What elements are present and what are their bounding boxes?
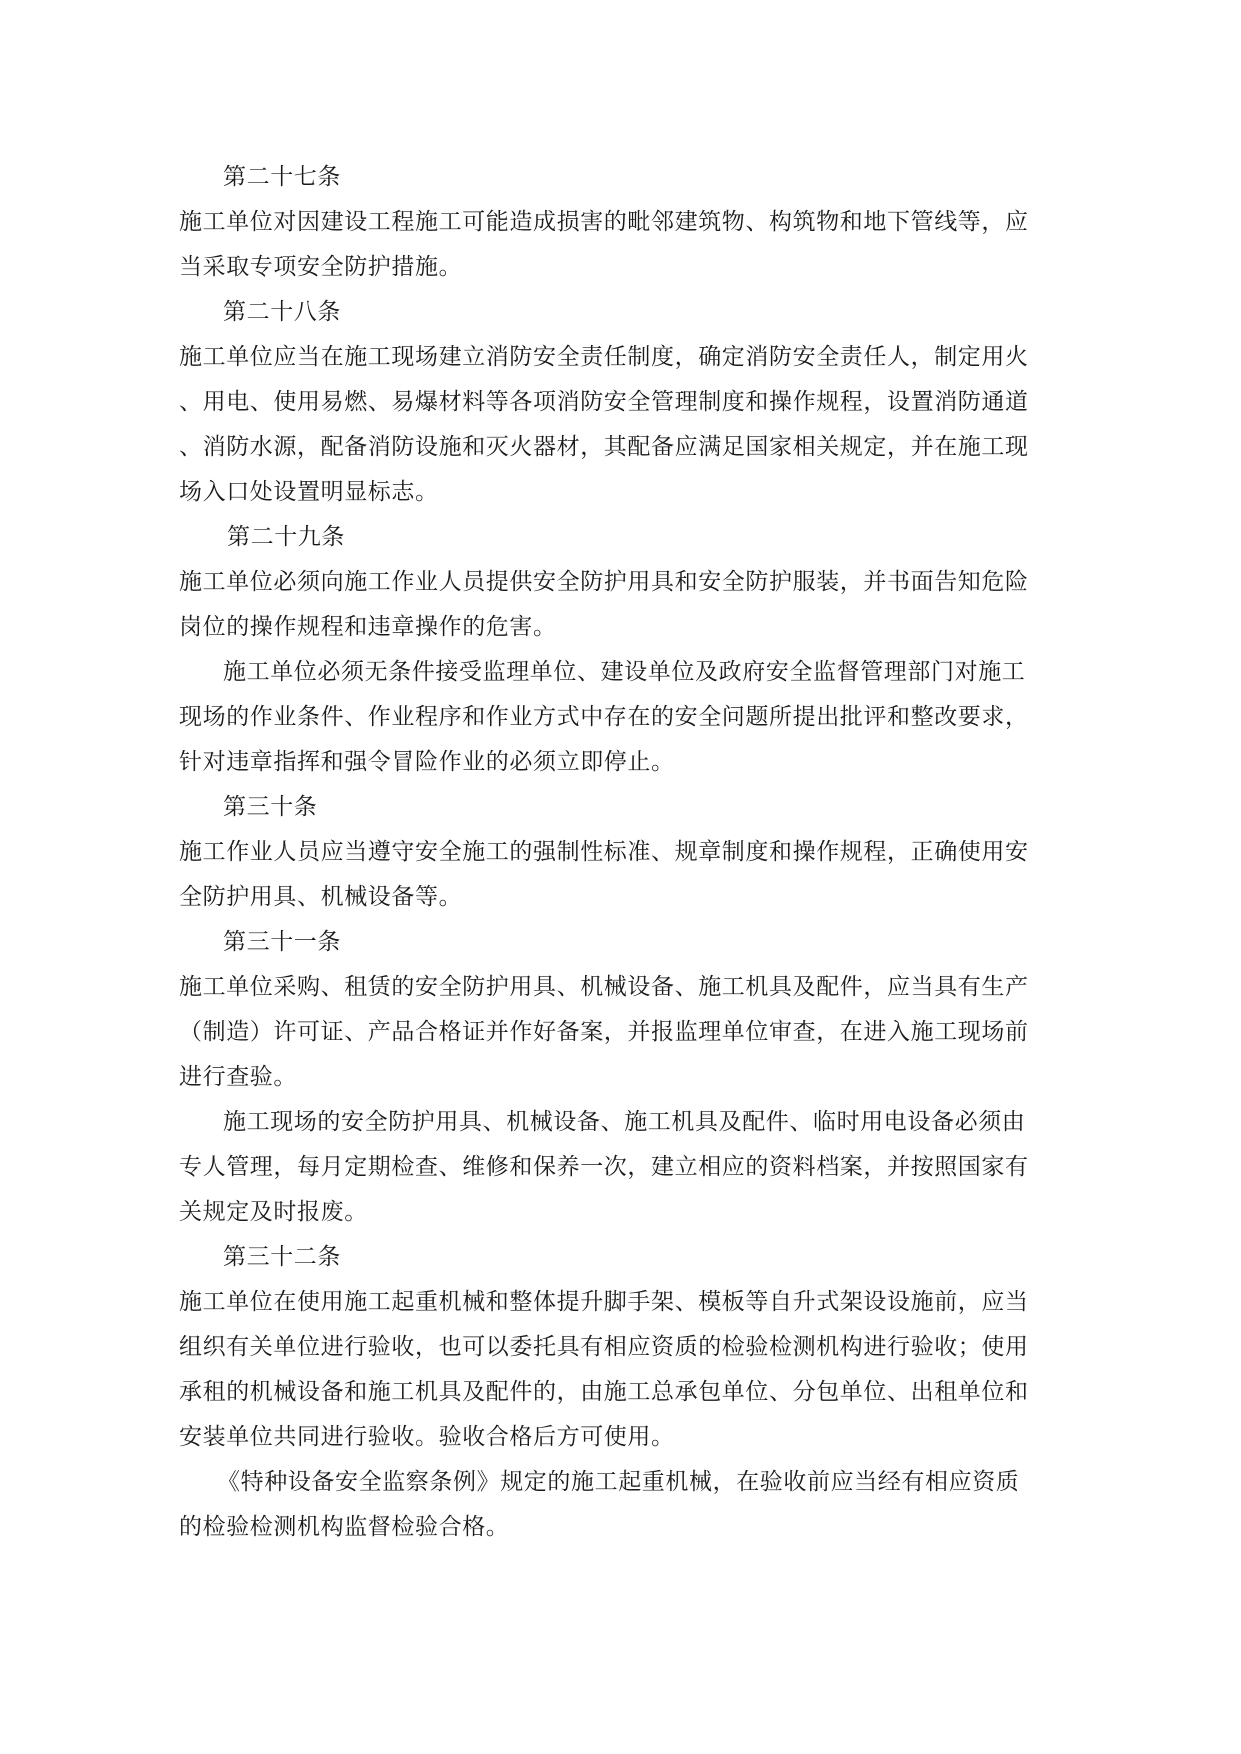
article-32-text-line: 组织有关单位进行验收，也可以委托具有相应资质的检验检测机构进行验收；使用 bbox=[179, 1334, 1029, 1360]
article-32-text-line: 安装单位共同进行验收。验收合格后方可使用。 bbox=[179, 1424, 675, 1450]
article-27-text-line: 当采取专项安全防护措施。 bbox=[179, 254, 463, 280]
article-29-paragraph-2-line: 现场的作业条件、作业程序和作业方式中存在的安全问题所提出批评和整改要求， bbox=[179, 704, 1029, 730]
article-31-heading: 第三十一条 bbox=[223, 929, 341, 955]
article-28-heading: 第二十八条 bbox=[223, 299, 341, 325]
article-28-text-line: 场入口处设置明显标志。 bbox=[179, 479, 439, 505]
article-30-text-line: 全防护用具、机械设备等。 bbox=[179, 884, 463, 910]
article-28-text-line: 、消防水源，配备消防设施和灭火器材，其配备应满足国家相关规定，并在施工现 bbox=[179, 434, 1029, 460]
article-29-paragraph-2-line: 施工单位必须无条件接受监理单位、建设单位及政府安全监督管理部门对施工 bbox=[223, 659, 1026, 685]
article-31-text-line: （制造）许可证、产品合格证并作好备案，并报监理单位审查，在进入施工现场前 bbox=[179, 1019, 1029, 1045]
article-31-text-line: 施工单位采购、租赁的安全防护用具、机械设备、施工机具及配件，应当具有生产 bbox=[179, 974, 1029, 1000]
article-27-text-line: 施工单位对因建设工程施工可能造成损害的毗邻建筑物、构筑物和地下管线等，应 bbox=[179, 209, 1029, 235]
article-32-text-line: 施工单位在使用施工起重机械和整体提升脚手架、模板等自升式架设设施前，应当 bbox=[179, 1289, 1029, 1315]
article-29-paragraph-2-line: 针对违章指挥和强令冒险作业的必须立即停止。 bbox=[179, 749, 675, 775]
article-29-text-line: 岗位的操作规程和违章操作的危害。 bbox=[179, 614, 557, 640]
article-31-text-line: 进行查验。 bbox=[179, 1064, 297, 1090]
document-page bbox=[179, 155, 1079, 1550]
article-32-paragraph-2-line: 的检验检测机构监督检验合格。 bbox=[179, 1514, 510, 1540]
article-28-text-line: 、用电、使用易燃、易爆材料等各项消防安全管理制度和操作规程，设置消防通道 bbox=[179, 389, 1029, 415]
article-32-paragraph-2-line: 《特种设备安全监察条例》规定的施工起重机械，在验收前应当经有相应资质 bbox=[217, 1469, 1020, 1495]
article-32-heading: 第三十二条 bbox=[223, 1244, 341, 1270]
article-31-paragraph-2-line: 关规定及时报废。 bbox=[179, 1199, 368, 1225]
article-31-paragraph-2-line: 施工现场的安全防护用具、机械设备、施工机具及配件、临时用电设备必须由 bbox=[223, 1109, 1026, 1135]
article-29-text-line: 施工单位必须向施工作业人员提供安全防护用具和安全防护服装，并书面告知危险 bbox=[179, 569, 1029, 595]
article-31-paragraph-2-line: 专人管理，每月定期检查、维修和保养一次，建立相应的资料档案，并按照国家有 bbox=[179, 1154, 1029, 1180]
article-30-text-line: 施工作业人员应当遵守安全施工的强制性标准、规章制度和操作规程，正确使用安 bbox=[179, 839, 1029, 865]
article-30-heading: 第三十条 bbox=[223, 794, 318, 820]
article-29-heading: 第二十九条 bbox=[227, 524, 345, 550]
article-32-text-line: 承租的机械设备和施工机具及配件的，由施工总承包单位、分包单位、出租单位和 bbox=[179, 1379, 1029, 1405]
article-27-heading: 第二十七条 bbox=[223, 164, 341, 190]
article-28-text-line: 施工单位应当在施工现场建立消防安全责任制度，确定消防安全责任人，制定用火 bbox=[179, 344, 1029, 370]
